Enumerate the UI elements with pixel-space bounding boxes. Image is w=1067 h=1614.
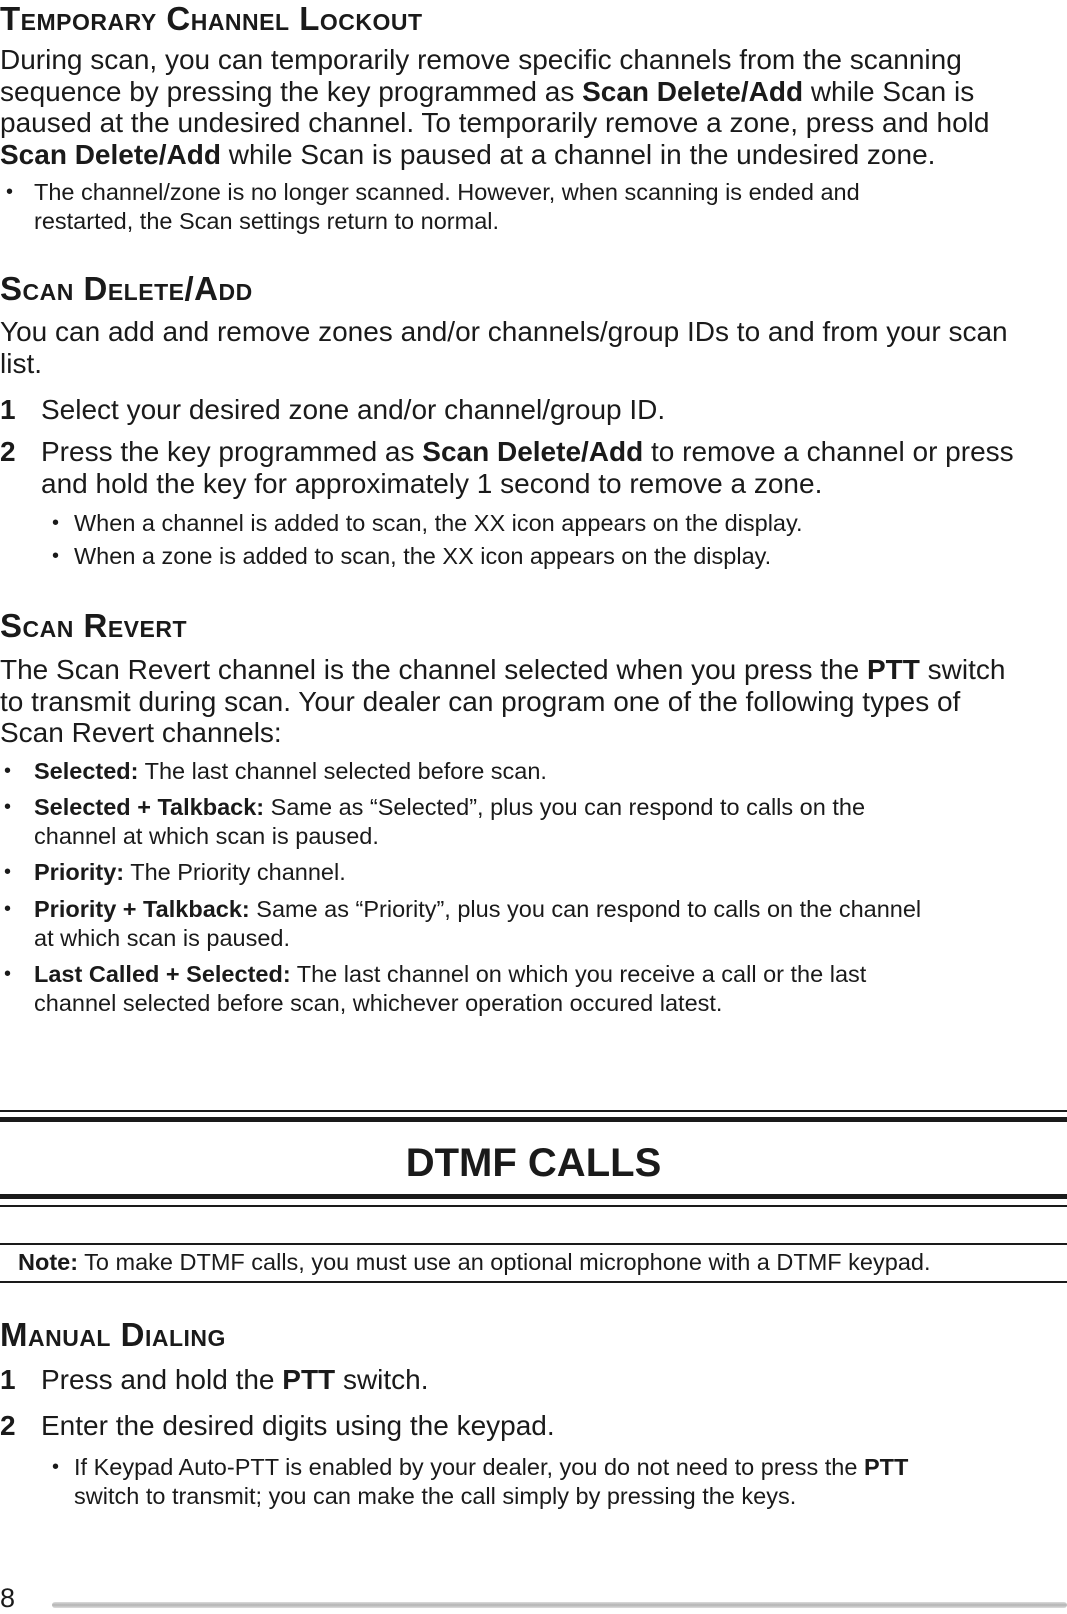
revert-option: Priority + Talkback: Same as “Priority”, plus you can respond to calls on the channel at which scan is paused.	[34, 896, 922, 951]
body-text	[0, 44, 989, 170]
bullet-icon: •	[4, 861, 12, 883]
rule-line	[0, 1194, 1067, 1199]
heading-scan-delete-add: Scan Delete/Add	[0, 270, 253, 307]
step-number: 2	[0, 1410, 16, 1441]
text-line: During scan, you can temporarily remove specific channels from the scanning	[0, 44, 962, 75]
revert-option: Priority: The Priority channel.	[34, 859, 346, 885]
text-line: sequence by pressing the key programmed as Scan Delete/Add while Scan is	[0, 75, 975, 107]
key-name: Scan Delete/Add	[582, 75, 804, 107]
key-name: PTT	[282, 1364, 336, 1395]
bullet-icon: •	[52, 545, 60, 567]
body-text: You can add and remove zones and/or channels/group IDs to and from your scan list.	[0, 316, 1008, 379]
revert-option: Last Called + Selected: The last channel on which you receive a call or the last channel selected before scan, whichever operation occured latest.	[34, 961, 867, 1016]
heading-scan-revert: Scan Revert	[0, 607, 188, 644]
bullet-icon: •	[4, 796, 12, 818]
sub-bullet: When a zone is added to scan, the XX icon appears on the display.	[74, 543, 772, 569]
page-number: 8	[0, 1583, 16, 1613]
step-number: 2	[0, 436, 16, 467]
revert-option: Selected: The last channel selected before scan.	[34, 758, 547, 784]
rule-line	[0, 1205, 1067, 1207]
body-text: The Scan Revert channel is the channel selected when you press the PTT switch to transmit during scan. Your dealer can program one of the following types of Scan Revert channels:	[0, 654, 1006, 748]
rule-line	[0, 1110, 1067, 1112]
revert-option: Selected + Talkback: Same as “Selected”, plus you can respond to calls on the channel at which scan is paused.	[34, 794, 866, 849]
note-text: Note: To make DTMF calls, you must use an optional microphone with a DTMF keypad.	[18, 1249, 931, 1275]
bullet-icon: •	[52, 512, 60, 534]
key-name: Scan Delete/Add	[422, 436, 644, 467]
rule-line	[0, 1117, 1067, 1122]
heading-temporary-channel-lockout: Temporary Channel Lockout	[0, 0, 423, 37]
bullet-icon: •	[4, 898, 12, 920]
step-text: Press and hold the PTT switch.	[41, 1364, 429, 1395]
step-text: Select your desired zone and/or channel/group ID.	[41, 394, 666, 425]
step-text: Press the key programmed as Scan Delete/Add to remove a channel or press and hold the key for approximately 1 second to remove a zone.	[41, 436, 1014, 499]
text-line: Scan Delete/Add while Scan is paused at a channel in the undesired zone.	[0, 138, 936, 170]
bullet-icon: •	[6, 181, 14, 203]
heading-manual-dialing: Manual Dialing	[0, 1316, 226, 1353]
text-line: paused at the undesired channel. To temporarily remove a zone, press and hold	[0, 107, 990, 138]
bullet-icon: •	[4, 963, 12, 985]
note-bullet: The channel/zone is no longer scanned. However, when scanning is ended and restarted, the Scan settings return to normal.	[34, 179, 860, 234]
chapter-title: DTMF CALLS	[405, 1141, 662, 1185]
step-number: 1	[0, 1364, 16, 1395]
sub-bullet: When a channel is added to scan, the XX icon appears on the display.	[74, 510, 803, 536]
bullet-icon: •	[52, 1456, 60, 1478]
key-name: PTT	[866, 654, 920, 685]
key-name: Scan Delete/Add	[0, 138, 221, 170]
note-top-rule	[0, 1243, 1067, 1245]
step-text: Enter the desired digits using the keypad.	[41, 1410, 555, 1441]
bullet-icon: •	[4, 760, 12, 782]
sub-bullet: If Keypad Auto-PTT is enabled by your dealer, you do not need to press the PTT switch to transmit; you can make the call simply by pressing the keys.	[74, 1454, 909, 1509]
note-bottom-rule	[0, 1281, 1067, 1283]
step-number: 1	[0, 394, 16, 425]
footer-bar	[52, 1602, 1067, 1608]
key-name: PTT	[863, 1454, 909, 1480]
